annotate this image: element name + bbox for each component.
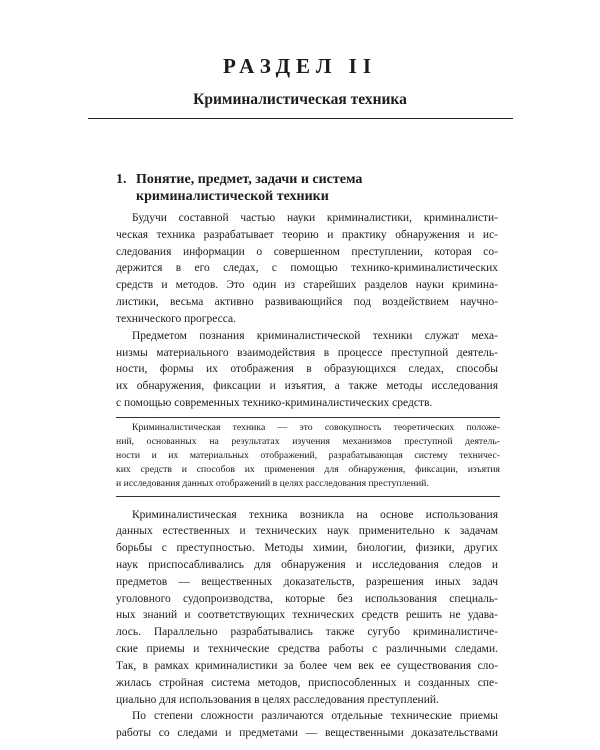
text-line: ские приемы и технические средства работы с различными следами. [116,643,498,656]
text-line: данных естественных и технических наук применительно к задачам [116,525,498,538]
text-line: их обнаружения, фиксации и изъятия, а также методы исследования [116,380,498,393]
text-line: циально для использования в целях расследования преступлений. [116,693,439,706]
text-line: Будучи составной частью науки криминалистики, криминалисти- [132,212,498,224]
section-title: РАЗДЕЛ II [222,54,377,78]
definition-line: ности и их материальных отображений, разрабатывающая систему техничес- [116,450,500,461]
text-line: предметов — вещественных доказательств, разрешения иных задач [116,575,498,588]
text-line: наук приспосабливались для обнаружения и исследования следов и [116,558,498,571]
title-rule [88,118,513,119]
text-line: уголовного судопроизводства, которые без использования специаль- [116,592,498,605]
chapter-title: Криминалистическая техника [193,91,407,108]
text-line: с помощью современных технико-криминалистических средств. [116,397,433,409]
text-line: Предметом познания криминалистической техники служат меха- [132,329,498,342]
subsection-title-line-2: криминалистической техники [136,188,329,204]
text-line: лось. Параллельно разрабатывались также сугубо криминалистиче- [116,626,498,639]
text-line: ческая техника разрабатывает теорию и практику обнаружения и ис- [116,228,498,241]
subsection-title-line-1: Понятие, предмет, задачи и система [136,172,363,187]
text-line: следования информации о совершенном преступлении, которая со- [116,245,498,258]
text-line: Криминалистическая техника возникла на основе использования [132,508,498,521]
text-line: работы со следами и предметами — вещественными доказательствами [116,727,498,740]
text-line: технического прогресса. [116,312,236,325]
subsection-heading [116,172,486,205]
definition-line: Криминалистическая техника — это совокупность теоретических положе- [132,421,500,433]
text-line: борьбы с преступностью. Методы химии, биологии, физики, других [116,542,498,555]
text-line: низмы материального взаимодействия в процессе преступной деятель- [116,346,498,359]
text-line: ных знаний и соответствующих технических средств решить не удава- [116,609,498,622]
text-line: листики, весьма активно развивающийся под воздействием научно- [116,296,498,309]
definition-line: ких средств и способов их применения для обнаружения, фиксации, изъятия [116,464,500,476]
definition-top-rule [116,417,500,418]
text-line: Так, в рамках криминалистики за более чем век ее существования сло- [116,659,498,672]
definition-line: ний, основанных на результатах изучения механизмов преступной деятель- [116,435,500,447]
text-line: ности, формы их отображения в образующихся следах, способы [116,363,498,376]
text-line: средств и методов. Это один из старейших разделов науки кримина- [116,279,498,292]
text-line: жилась стройная система методов, приспособленных и созданных спе- [116,676,498,689]
definition-bottom-rule [116,496,500,497]
definition-line: и исследования данных отображений в целях расследования преступлений. [116,478,429,490]
text-line: По степени сложности различаются отдельные технические приемы [132,710,498,723]
text-line: держится в его следах, с помощью технико-криминалистических [116,262,498,275]
subsection-number: 1. [116,172,127,187]
